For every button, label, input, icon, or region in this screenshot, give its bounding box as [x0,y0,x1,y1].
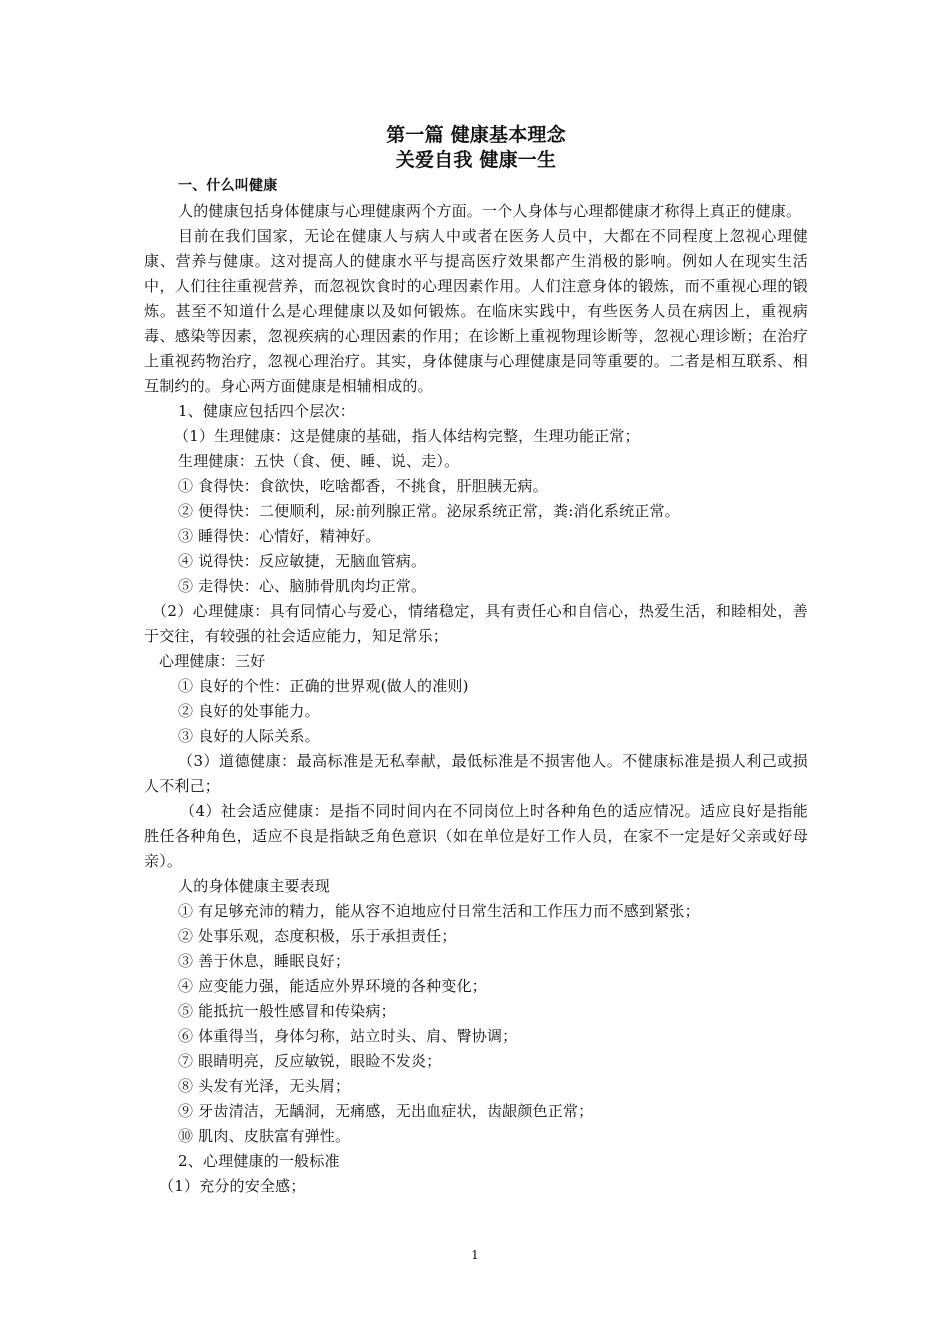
physiological-subheading: 生理健康：五快（食、便、睡、说、走）。 [178,452,460,470]
list-item: ② 便得快：二便顺利，尿:前列腺正常。泌尿系统正常，粪:消化系统正常。 [178,502,680,520]
mental-standard-item: （1）充分的安全感； [159,1177,306,1195]
list-item: ⑤ 走得快：心、脑肺骨肌肉均正常。 [178,577,427,595]
title-line-2: 关爱自我 健康一生 [395,149,557,171]
list-item: ⑨ 牙齿清洁，无龋洞，无痛感，无出血症状，齿龈颜色正常； [178,1102,594,1120]
page-number: 1 [471,1248,479,1262]
social-adaptation-health: （4）社会适应健康：是指不同时间内在不同岗位上时各种角色的适应情况。适应良好是指能胜任各种角色，适应不良是指缺乏角色意识（如在单位是好工作人员，在家不一定是好父亲或好母亲）。 [144,802,808,870]
paragraph-current-situation: 目前在我们国家，无论在健康人与病人中或者在医务人员中，大都在不同程度上忽视心理健康、营养与健康。这对提高人的健康水平与提高医疗效果都产生消极的影响。例如人在现实生活中，人们往往重视营养，而忽视饮食时的心理因素作用。人们注意身体的锻炼，而不重视心理的锻炼。甚至不知道什么是心理健康以及如何锻炼。在临床实践中，有些医务人员在病因上，重视病毒、感染等因素，忽视疾病的心理因素的作用；在诊断上重视物理诊断等，忽视心理诊断；在治疗上重视药物治疗，忽视心理治疗。其实，身体健康与心理健康是同等重要的。二者是相互联系、相互制约的。身心两方面健康是相辅相成的。 [144,227,808,395]
list-item: ③ 睡得快：心情好，精神好。 [178,527,381,545]
psychological-subheading: 心理健康：三好 [159,652,266,670]
list-item: ② 良好的处事能力。 [178,702,320,720]
list-item: ⑧ 头发有光泽，无头屑； [178,1077,351,1095]
moral-health: （3）道德健康：最高标准是无私奉献，最低标准是不损害他人。不健康标准是损人利己或损人不利己； [144,752,808,795]
psychological-health: （2）心理健康：具有同情心与爱心，情绪稳定，具有责任心和自信心，热爱生活，和睦相处，善于交往，有较强的社会适应能力，知足常乐； [144,602,808,645]
list-item: ⑥ 体重得当，身体匀称，站立时头、肩、臀协调； [178,1027,518,1045]
paragraph-health-definition: 人的健康包括身体健康与心理健康两个方面。一个人身体与心理都健康才称得上真正的健康。 [178,202,802,220]
levels-heading: 1、健康应包括四个层次： [178,402,355,420]
list-item: ③ 善于休息，睡眠良好； [178,952,351,970]
list-item: ① 良好的个性：正确的世界观(做人的准则) [178,677,469,695]
list-item: ⑤ 能抵抗一般性感冒和传染病； [178,1002,396,1020]
section-heading: 一、什么叫健康 [178,178,278,194]
mental-standard-heading: 2、心理健康的一般标准 [178,1152,340,1170]
list-item: ⑩ 肌肉、皮肤富有弹性。 [178,1127,351,1145]
list-item: ① 有足够充沛的精力，能从容不迫地应付日常生活和工作压力而不感到紧张； [178,902,700,920]
title-line-1: 第一篇 健康基本理念 [386,124,566,146]
list-item: ③ 良好的人际关系。 [178,727,320,745]
physiological-health: （1）生理健康：这是健康的基础，指人体结构完整，生理功能正常； [174,427,640,445]
list-item: ① 食得快：食欲快，吃啥都香，不挑食，肝胆胰无病。 [178,477,548,495]
list-item: ④ 应变能力强，能适应外界环境的各种变化； [178,977,487,995]
list-item: ⑦ 眼睛明亮，反应敏锐，眼睑不发炎； [178,1052,442,1070]
page-content [144,123,808,1199]
list-item: ② 处事乐观，态度积极，乐于承担责任； [178,927,457,945]
body-health-heading: 人的身体健康主要表现 [178,877,331,895]
list-item: ④ 说得快：反应敏捷，无脑血管病。 [178,552,427,570]
